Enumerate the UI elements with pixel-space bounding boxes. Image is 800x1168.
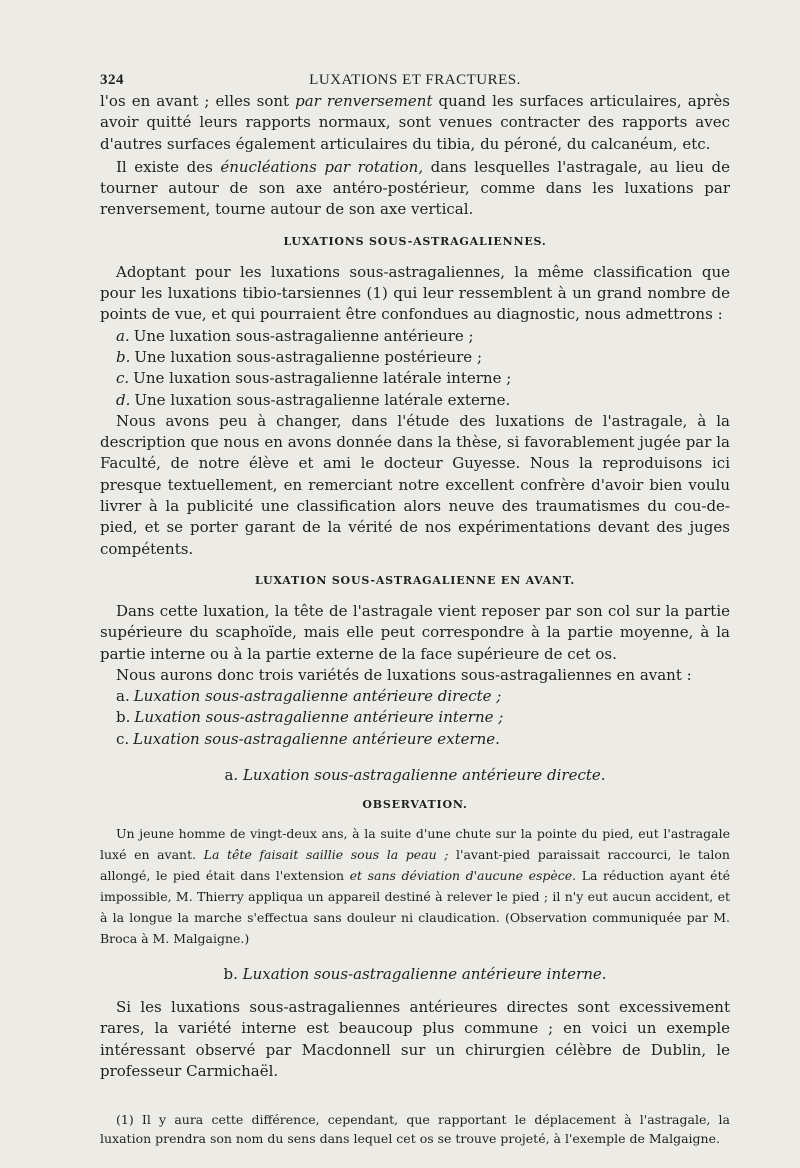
page-number: 324 [100, 72, 124, 88]
list-item [100, 729, 730, 750]
item-label: b. [116, 347, 131, 366]
text-run: l'os en avant ; elles sont [100, 92, 296, 110]
observation-text [100, 823, 730, 949]
footnote: (1) Il y aura cette différence, cependant, que rapportant le déplacement à l'astragale, la luxation prendra son nom du sens dans lequel cet os se trouve projeté, à l'exemple de Malgaigne. [100, 1112, 730, 1147]
italic-term: La tête faisait saillie sous la peau ; [203, 847, 449, 863]
subsection-b-title [100, 965, 730, 983]
list-item [100, 390, 730, 411]
running-head [100, 72, 730, 89]
varieties-list [100, 686, 730, 750]
italic-term: énucléations par rotation, [220, 157, 424, 176]
running-title: LUXATIONS ET FRACTURES. [309, 72, 521, 88]
section-heading-sous-astragaliennes: LUXATIONS SOUS-ASTRAGALIENNES. [283, 234, 547, 248]
item-label: d. [116, 390, 131, 409]
subsection-b-paragraph: Si les luxations sous-astragaliennes antérieures directes sont excessivement rares, la variété interne est beaucoup plus commune ; en voici un exemple intéressant observé par Macdonnell sur un chirurgien célèbre de Dublin, le professeur Carmichaël. [100, 998, 730, 1080]
item-text: Une luxation sous-astragalienne latérale interne ; [133, 369, 512, 388]
section1-paragraph-2: Nous avons peu à changer, dans l'étude des luxations de l'astragale, à la description que nous en avons donnée dans la thèse, si favorablement jugée par la Faculté, de notre élève et ami le docteur Guyesse. Nous la reproduisons ici presque textuellement, en remerciant notre excellent confrère d'avoir bien voulu livrer à la publicité une classification alors neuve des traumatismes du cou-de-pied, et se porter garant de la vérité de nos expérimentations devant des juges compétents. [100, 411, 730, 558]
italic-term: par renversement [295, 92, 433, 110]
text-run: l'avant-pied paraissait raccourci, le talon allongé, le pied était dans l'extension [100, 847, 730, 884]
list-item [100, 347, 730, 368]
intro-paragraph-2 [100, 157, 730, 221]
subsection-title-text: Luxation sous-astragalienne antérieure interne. [242, 965, 607, 984]
list-item [100, 707, 730, 728]
section2-paragraph-2: Nous aurons donc trois variétés de luxations sous-astragaliennes en avant : [116, 665, 692, 684]
subsection-a-title [100, 766, 730, 784]
section1-paragraph-1: Adoptant pour les luxations sous-astragaliennes, la même classification que pour les luxations tibio-tarsiennes (1) qui leur ressemblent à un grand nombre de points de vue, et qui pourraient être confondues au diagnostic, nous admettrons : [100, 262, 730, 324]
item-text: Luxation sous-astragalienne antérieure directe ; [133, 687, 502, 706]
item-text: Luxation sous-astragalienne antérieure externe. [133, 729, 500, 748]
item-text: Une luxation sous-astragalienne postérieure ; [134, 347, 482, 366]
subsection-title-text: Luxation sous-astragalienne antérieure directe. [242, 766, 606, 785]
list-item [100, 368, 730, 389]
subsection-label: a. [224, 766, 239, 785]
text-run: quand les surfaces articulaires, après avoir quitté leurs rapports normaux, sont venues contracter des rapports avec d'autres surfaces également articulaires du tibia, du péroné, du calcanéum, etc. [100, 92, 730, 153]
list-item [100, 326, 730, 347]
item-text: Luxation sous-astragalienne antérieure interne ; [134, 708, 504, 727]
section-heading-en-avant: LUXATION SOUS-ASTRAGALIENNE EN AVANT. [255, 573, 575, 587]
subsection-label: b. [223, 965, 238, 984]
item-label: c. [116, 729, 130, 748]
item-label: b. [116, 708, 131, 727]
list-item [100, 686, 730, 707]
text-run: dans lesquelles l'astragale, au lieu de tourner autour de son axe antéro-postérieur, comme dans les luxations par renversement, tourne autour de son axe vertical. [100, 157, 730, 219]
text-run: Il existe des [116, 157, 221, 176]
item-label: a. [116, 687, 130, 706]
observation-heading: OBSERVATION. [362, 798, 468, 812]
item-text: Une luxation sous-astragalienne antérieure ; [133, 326, 474, 345]
item-label: a. [116, 326, 130, 345]
item-text: Une luxation sous-astragalienne latérale externe. [134, 390, 511, 409]
intro-paragraph-1 [100, 91, 730, 155]
classification-list [100, 326, 730, 411]
text-run: La réduction ayant été impossible, M. Thierry appliqua un appareil destiné à relever le pied ; il n'y eut aucun accident, et à la longue la marche s'effectua sans douleur ni claudication. (Observation communiquée par M. Broca à M. Malgaigne.) [100, 868, 730, 947]
text-run: Un jeune homme de vingt-deux ans, à la suite d'une chute sur la pointe du pied, eut l'astragale luxé en avant. [100, 826, 730, 863]
item-label: c. [116, 369, 130, 388]
italic-term: et sans déviation d'aucune espèce. [349, 868, 577, 884]
section2-paragraph-1: Dans cette luxation, la tête de l'astragale vient reposer par son col sur la partie supérieure du scaphoïde, mais elle peut correspondre à la partie moyenne, à la partie interne ou à la partie externe de la face supérieure de cet os. [100, 601, 730, 663]
